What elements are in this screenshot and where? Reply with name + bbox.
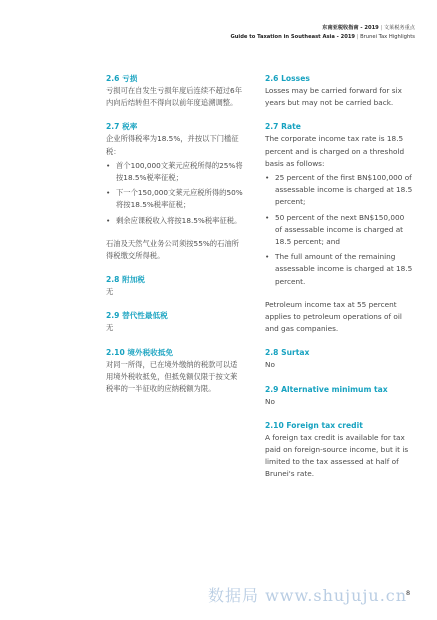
section-ftc-en xyxy=(265,420,413,481)
section-ftc-zh xyxy=(106,347,244,396)
header-guide-title-zh: 东南亚税收指南 - 2019 xyxy=(322,25,379,31)
bullet-icon: • xyxy=(265,252,270,262)
section-intro: 企业所得税率为18.5%，并按以下门槛征税： xyxy=(106,134,239,156)
list-item-text: The full amount of the remaining assessable income is charged at 18.5 percent. xyxy=(275,252,413,286)
header-subtitle-zh: 文莱税务重点 xyxy=(383,25,415,31)
section-body: 亏损可在自发生亏损年度后连续不超过6年内向后结转但不得向以前年度追溯调整。 xyxy=(106,86,242,108)
header-subtitle-en: Brunei Tax Highlights xyxy=(360,34,415,40)
bullet-icon: • xyxy=(106,160,111,170)
list-item xyxy=(265,212,413,249)
bullet-icon: • xyxy=(265,212,270,222)
section-heading: 2.8 附加税 xyxy=(106,275,145,285)
list-item xyxy=(265,251,413,288)
list-item-text: 剩余应课税收入将按18.5%税率征税。 xyxy=(116,215,242,225)
list-item-text: 50 percent of the next BN$150,000 of assessable income is charged at 18.5 percent; and xyxy=(275,212,405,247)
section-heading: 2.6 Losses xyxy=(265,74,310,83)
english-column xyxy=(265,73,413,493)
section-heading: 2.7 Rate xyxy=(265,122,301,132)
header-line-chinese xyxy=(230,24,415,33)
section-rate-zh xyxy=(106,121,244,262)
section-body: No xyxy=(265,396,275,406)
section-rate-en xyxy=(265,121,413,335)
page-number: 8 xyxy=(406,589,411,597)
section-body: No xyxy=(265,360,275,370)
list-item-text: 下一个150,000文莱元应税所得的50%将按18.5%税率征税； xyxy=(116,188,243,210)
section-heading: 2.7 税率 xyxy=(106,122,138,132)
section-amt-en xyxy=(265,384,413,408)
section-body: Losses may be carried forward for six years but may not be carried back. xyxy=(265,86,402,108)
list-item-text: 首个100,000文莱元应税所得的25%将按18.5%税率征税； xyxy=(116,160,243,183)
section-heading: 2.9 替代性最低税 xyxy=(106,311,168,321)
list-item xyxy=(106,215,244,227)
bullet-icon: • xyxy=(106,188,111,198)
petroleum-tax-text: Petroleum income tax at 55 percent applies to petroleum operations of oil and gas companies. xyxy=(265,299,402,334)
list-item xyxy=(106,187,244,211)
rate-bullet-list xyxy=(265,172,413,288)
rate-bullet-list xyxy=(106,160,244,227)
section-body: A foreign tax credit is available for tax paid on foreign-source income, but it is limited to the tax assessed at half of Brunei's rate. xyxy=(265,432,409,479)
header-line-english xyxy=(230,33,415,42)
section-surtax-zh xyxy=(106,274,244,298)
chinese-column xyxy=(106,73,244,407)
section-losses-en xyxy=(265,73,413,109)
page-header xyxy=(230,24,415,42)
section-heading: 2.8 Surtax xyxy=(265,348,310,358)
header-separator: | xyxy=(380,25,383,31)
section-intro: The corporate income tax rate is 18.5 percent and is charged on a threshold basis as follows: xyxy=(265,134,405,168)
section-body: 对同一所得，已在境外缴纳的税款可以适用境外税收抵免，但抵免额仅限于按文莱税率的一半征收的应纳税额为限。 xyxy=(106,359,238,394)
watermark-text: 数据局 www.shujuju.cn xyxy=(208,586,408,605)
section-heading: 2.9 Alternative minimum tax xyxy=(265,384,388,394)
section-heading: 2.10 Foreign tax credit xyxy=(265,420,363,430)
section-body: 无 xyxy=(106,287,114,297)
section-amt-zh xyxy=(106,310,244,334)
list-item xyxy=(265,172,413,209)
header-guide-title-en: Guide to Taxation in Southeast Asia - 2019 xyxy=(230,34,356,40)
header-separator: | xyxy=(356,34,359,40)
list-item-text: 25 percent of the first BN$100,000 of assessable income is charged at 18.5 percent; xyxy=(275,173,413,207)
section-heading: 2.6 亏损 xyxy=(106,74,138,83)
list-item xyxy=(106,160,244,184)
bullet-icon: • xyxy=(265,173,270,183)
petroleum-tax-text: 石油及天然气业务公司须按55%的石油所得税缴交所得税。 xyxy=(106,238,239,261)
section-surtax-en xyxy=(265,347,413,371)
section-losses-zh xyxy=(106,73,244,109)
bullet-icon: • xyxy=(106,215,111,225)
section-heading: 2.10 境外税收抵免 xyxy=(106,347,173,357)
section-body: 无 xyxy=(106,323,114,333)
